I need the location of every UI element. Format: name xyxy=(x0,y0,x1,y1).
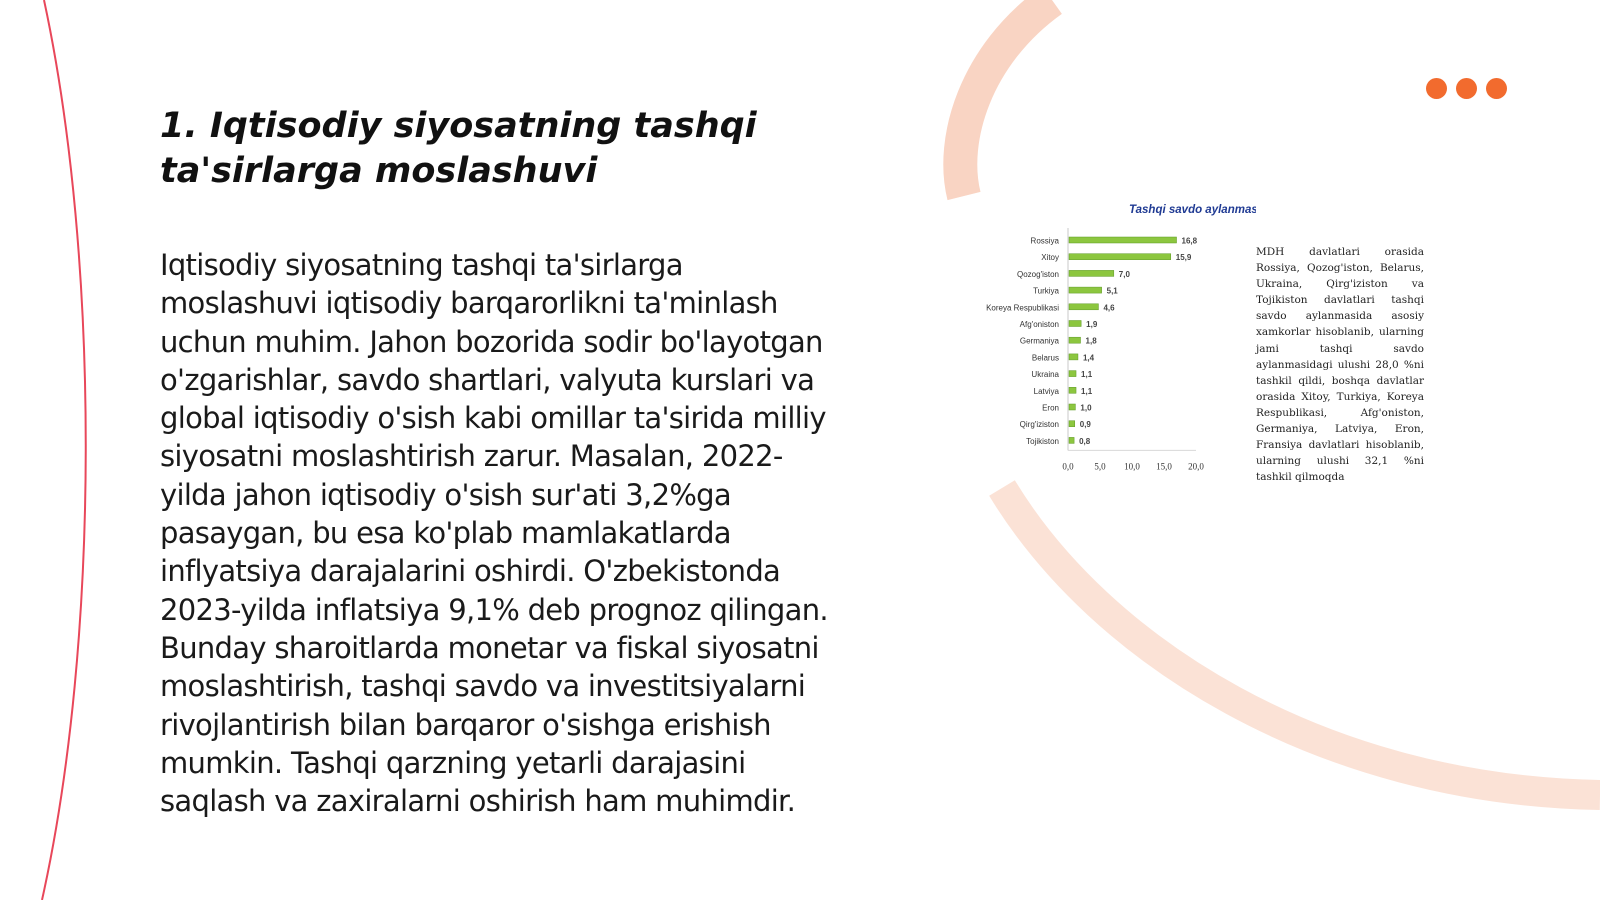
bar xyxy=(1069,354,1078,360)
category-label: Afg'oniston xyxy=(1019,320,1059,329)
data-label: 1,8 xyxy=(1085,336,1097,346)
category-label: Xitoy xyxy=(1041,253,1059,263)
slide-title: 1. Iqtisodiy siyosatning tashqi ta'sirlarga moslashuvi xyxy=(160,106,757,191)
bar xyxy=(1069,421,1075,427)
x-tick-label: 20,0 xyxy=(1188,461,1204,472)
bar xyxy=(1069,254,1171,260)
bar xyxy=(1069,287,1102,293)
bar xyxy=(1069,404,1075,410)
data-label: 1,4 xyxy=(1082,353,1095,363)
data-label: 1,1 xyxy=(1081,386,1093,396)
data-label: 1,9 xyxy=(1086,320,1098,329)
bar xyxy=(1069,237,1177,243)
bar xyxy=(1069,321,1081,327)
figure-caption-text: MDH davlatlari orasida Rossiya, Qozog'iston, Belarus, Ukraina, Qirg'iziston va Tojikiston davlatlari tashqi savdo aylanmasida asosiy xamkorlar hisoblanib, ularning jami tashqi savdo aylanmasidagi ulushi 28,0 %ni tashkil qildi, boshqa davlatlar orasida Xitoy, Turkiya, Koreya Respublikasi, Afg'oniston, Germaniya, Latviya, Eron, Fransiya davlatlari hisoblanib, ularning ulushi 32,1 %ni tashkil qilmoqda xyxy=(1256,246,1424,484)
chart-title: Tashqi savdo aylanmasi xyxy=(1129,204,1256,216)
x-tick-label: 15,0 xyxy=(1156,461,1172,472)
data-label: 16,8 xyxy=(1181,236,1198,246)
dot-icon xyxy=(1486,78,1507,99)
data-label: 1,0 xyxy=(1080,403,1092,413)
category-label: Qirg'iziston xyxy=(1019,420,1059,430)
data-label: 4,6 xyxy=(1103,303,1115,313)
data-label: 15,9 xyxy=(1175,253,1192,263)
category-label: Turkiya xyxy=(1033,286,1059,296)
category-label: Germaniya xyxy=(1019,336,1059,346)
data-label: 0,8 xyxy=(1079,436,1091,446)
bar xyxy=(1069,387,1076,393)
trade-turnover-chart xyxy=(966,200,1256,480)
data-label: 5,1 xyxy=(1106,286,1118,296)
left-red-curve xyxy=(42,0,86,900)
data-label: 1,1 xyxy=(1081,370,1093,380)
category-label: Tojikiston xyxy=(1026,436,1059,446)
data-label: 7,0 xyxy=(1118,269,1130,279)
bar xyxy=(1069,437,1074,443)
top-arc-decoration xyxy=(960,0,1052,196)
bottom-arc-decoration xyxy=(1002,488,1600,795)
category-label: Belarus xyxy=(1031,353,1059,363)
dot-icon xyxy=(1456,78,1477,99)
bar xyxy=(1069,371,1076,377)
category-label: Eron xyxy=(1042,403,1059,413)
data-label: 0,9 xyxy=(1079,420,1091,430)
category-label: Latviya xyxy=(1033,386,1059,396)
slide-body-text: Iqtisodiy siyosatning tashqi ta'sirlarga moslashuvi iqtisodiy barqarorlikni ta'minlash uchun muhim. Jahon bozorida sodir bo'layotgan o'zgarishlar, savdo shartlari, valyuta kurslari va global iqtisodiy o'sish kabi omillar ta'sirida milliy siyosatni moslashtirish zarur. Masalan, 2022-yilda jahon iqtisodiy o'sish sur'ati 3,2%ga pasaygan, bu esa ko'plab mamlakatlarda inflyatsiya darajalarini oshirdi. O'zbekistonda 2023-yilda inflatsiya 9,1% deb prognoz qilingan. Bunday sharoitlarda monetar va fiskal siyosatni moslashtirish, tashqi savdo va investitsiyalarni rivojlantirish bilan barqaror o'sishga erishish mumkin. Tashqi qarzning yetarli darajasini saqlash va zaxiralarni oshirish ham muhimdir. xyxy=(160,248,828,819)
x-tick-label: 10,0 xyxy=(1124,461,1140,472)
category-label: Qozog'iston xyxy=(1017,269,1059,279)
dot-icon xyxy=(1426,78,1447,99)
menu-dots-icon[interactable] xyxy=(1426,78,1507,99)
bar xyxy=(1069,337,1081,343)
x-tick-label: 5,0 xyxy=(1094,461,1106,472)
category-label: Rossiya xyxy=(1030,236,1059,246)
bar xyxy=(1069,304,1098,310)
x-tick-label: 0,0 xyxy=(1062,461,1074,472)
category-label: Ukraina xyxy=(1031,370,1059,380)
category-label: Koreya Respublikasi xyxy=(986,303,1059,313)
bar xyxy=(1069,270,1114,276)
